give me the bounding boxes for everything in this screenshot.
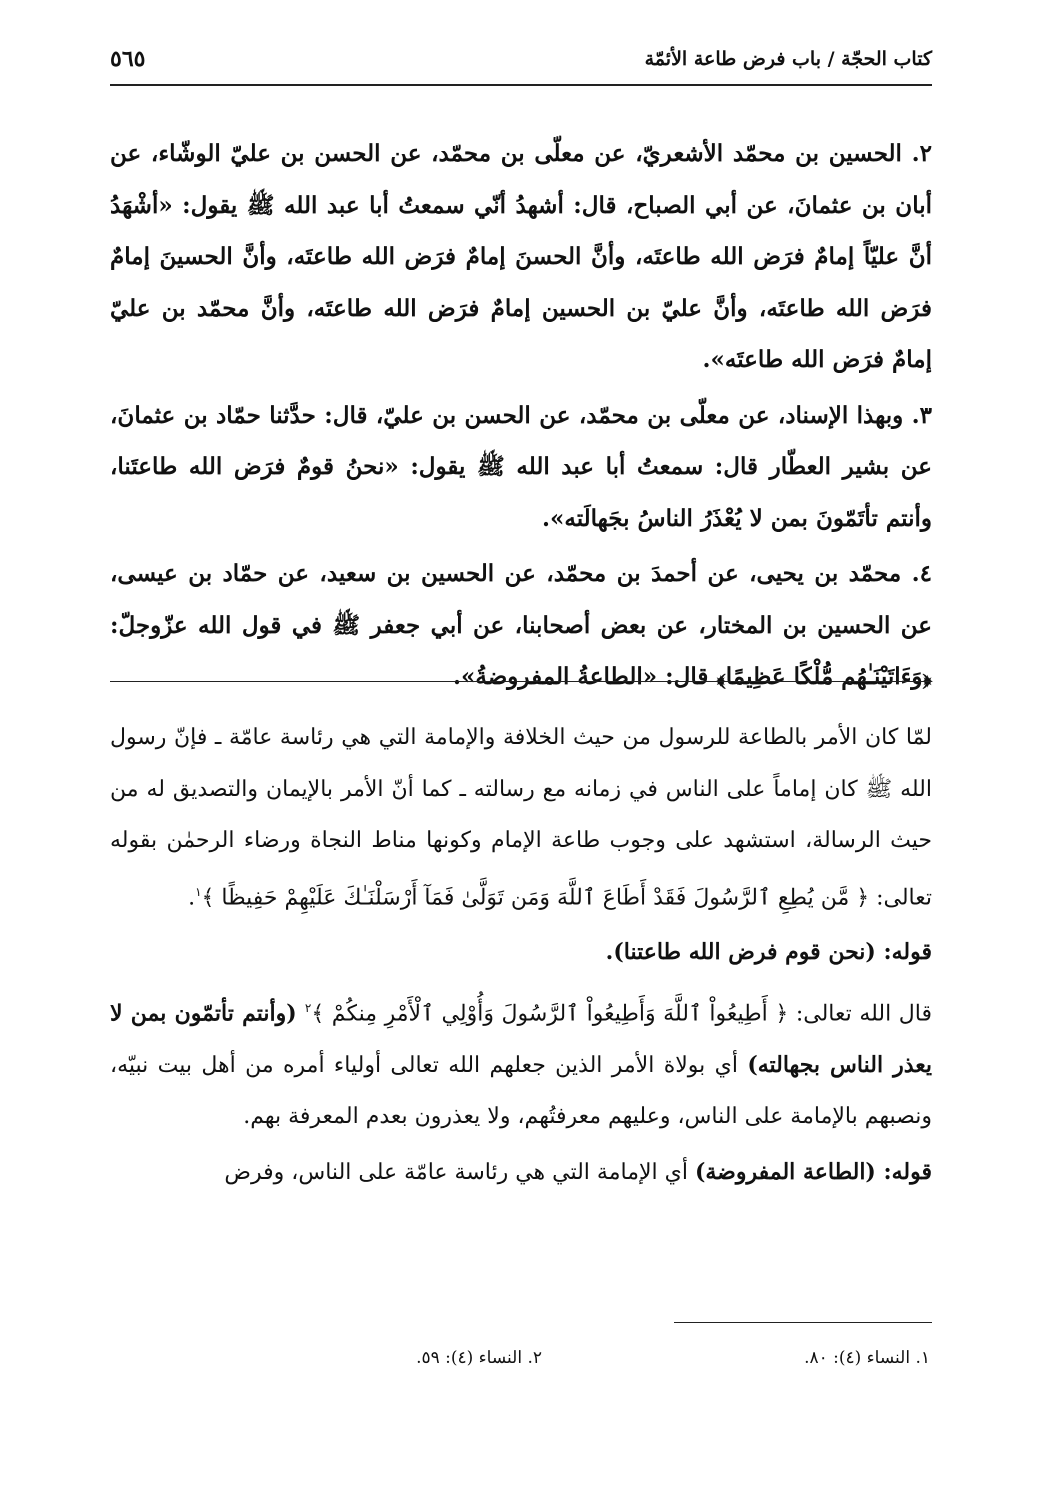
footnote-divider <box>674 1322 932 1323</box>
footnote-marker: ١ <box>195 884 202 899</box>
commentary-paragraph <box>110 712 932 923</box>
header-divider <box>110 84 932 86</box>
footnotes <box>110 1348 932 1378</box>
footnote-2: ٢. النساء (٤): ٥٩. <box>416 1348 542 1368</box>
commentary-text: لمّا كان الأمر بالطاعة للرسول من حيث الخلافة والإمامة التي هي رئاسة عامّة ـ فإنّ رسول الله ﷺ كان إماماً على الناس في زمانه مع رسالته ـ كما أنّ الأمر بالإيمان والتصديق له من حيث الرسالة، استشهد على وجوب طاعة الإمام وكونها مناط النجاة ورضاء الرحمٰن بقوله تعالى: ﴿ مَّن يُطِعِ ٱلرَّسُولَ فَقَدْ أَطَاعَ ٱللَّهَ وَمَن تَوَلَّىٰ فَمَآ أَرْسَلْنَـٰكَ عَلَيْهِمْ حَفِيظًا ﴾ <box>110 725 932 910</box>
hadith-text-block <box>110 128 932 707</box>
footnote-marker: ٢ <box>304 1000 312 1015</box>
commentary-paragraph <box>110 927 932 979</box>
commentary-lemma: قوله: (الطاعة المفروضة) <box>694 1158 932 1185</box>
commentary-divider <box>110 681 932 682</box>
commentary-text: أي الإمامة التي هي رئاسة عامّة على الناس، وفرض <box>224 1159 695 1185</box>
hadith-paragraph: ٣. وبهذا الإسناد، عن معلّى بن محمّد، عن الحسن بن عليّ، قال: حدَّثنا حمّاد بن عثمانَ، عن بشير العطّار قال: سمعتُ أبا عبد الله ﷺ يقول: «نحنُ قومٌ فرَض الله طاعتَنا، وأنتم تأتَمّونَ بمن لا يُعْذَرُ الناسُ بجَهالَته». <box>110 401 932 532</box>
commentary-lemma: (وأنتم تأتمّون بمن لا يعذر الناس بجهالته) <box>110 1000 933 1078</box>
running-title: كتاب الحجّة / باب فرض طاعة الأئمّة <box>644 48 932 70</box>
hadith-paragraph: ٤. محمّد بن يحيى، عن أحمدَ بن محمّد، عن الحسين بن سعيد، عن حمّاد بن عيسى، عن الحسين بن المختار، عن بعض أصحابنا، عن أبي جعفر ﷺ في قول الله عزّوجلّ: ﴿وَءَاتَيْنَـٰهُم مُّلْكًا عَظِيمًا﴾ قال: «الطاعةُ المفروضةُ». <box>110 560 932 690</box>
commentary-text: قال الله تعالى: ﴿ أَطِيعُواْ ٱللَّهَ وَأَطِيعُواْ ٱلرَّسُولَ وَأُوْلِي ٱلْأَمْرِ مِنكُمْ ﴾ <box>311 1001 932 1027</box>
commentary-lemma: قوله: (نحن قوم فرض الله طاعتنا). <box>605 939 932 966</box>
commentary-paragraph <box>110 1147 932 1199</box>
footnote-1: ١. النساء (٤): ٨٠. <box>804 1348 930 1368</box>
commentary-text-block <box>110 712 932 1202</box>
hadith-paragraph: ٢. الحسين بن محمّد الأشعريّ، عن معلّى بن محمّد، عن الحسن بن عليّ الوشّاء، عن أبان بن عثمانَ، عن أبي الصباح، قال: أشهدُ أنّي سمعتُ أبا عبد الله ﷺ يقول: «أشْهَدُ أنَّ عليّاً إمامٌ فرَض الله طاعتَه، وأنَّ الحسنَ إمامٌ فرَض الله طاعتَه، وأنَّ الحسينَ إمامٌ فرَض الله طاعتَه، وأنَّ عليّ بن الحسين إمامٌ فرَض الله طاعتَه، وأنَّ محمّد بن عليّ إمامٌ فرَض الله طاعتَه». <box>110 140 932 373</box>
page-number: ٥٦٥ <box>110 46 146 72</box>
commentary-paragraph <box>110 983 932 1143</box>
commentary-text: أي بولاة الأمر الذين جعلهم الله تعالى أولياء أمره من أهل بيت نبيّه، ونصبهم بالإمامة على الناس، وعليهم معرفتُهم، ولا يعذرون بعدم المعرفة بهم. <box>110 1052 932 1130</box>
commentary-text: . <box>188 884 196 910</box>
page-header <box>110 44 932 84</box>
